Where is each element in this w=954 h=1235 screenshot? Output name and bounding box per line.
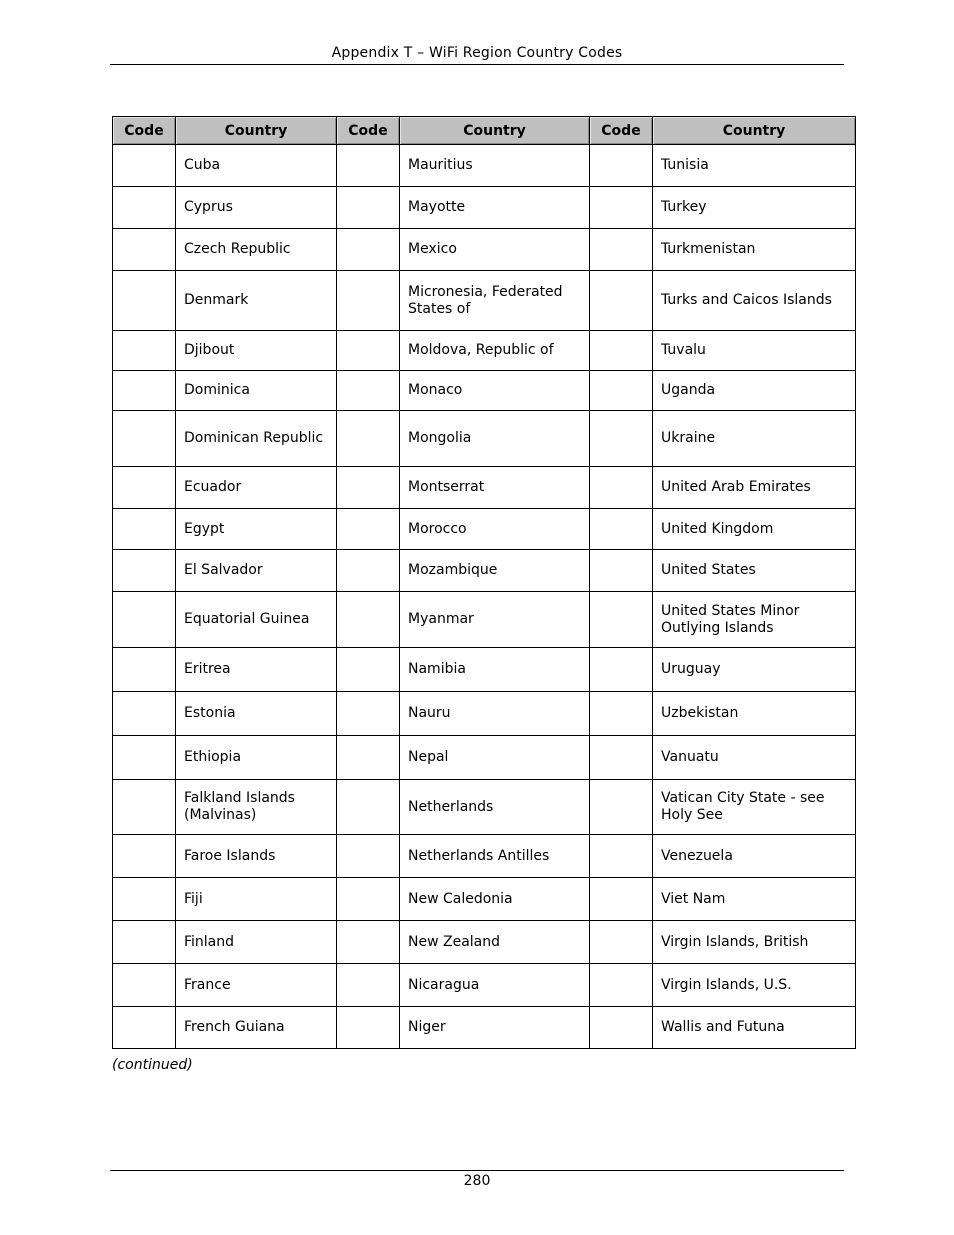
code-cell bbox=[337, 780, 400, 835]
footer-divider bbox=[110, 1170, 844, 1171]
code-cell bbox=[337, 411, 400, 467]
table-row bbox=[113, 878, 856, 921]
code-cell bbox=[113, 411, 176, 467]
code-cell bbox=[590, 187, 653, 229]
country-cell: Niger bbox=[400, 1007, 590, 1049]
code-cell bbox=[590, 736, 653, 780]
code-cell bbox=[113, 835, 176, 878]
country-cell: Vatican City State - see Holy See bbox=[653, 780, 856, 835]
code-cell bbox=[590, 592, 653, 648]
code-cell bbox=[113, 1007, 176, 1049]
country-cell: Vanuatu bbox=[653, 736, 856, 780]
country-cell: Cyprus bbox=[176, 187, 337, 229]
code-cell bbox=[590, 692, 653, 736]
country-cell: Mauritius bbox=[400, 145, 590, 187]
code-cell bbox=[590, 1007, 653, 1049]
country-cell: Ecuador bbox=[176, 467, 337, 509]
country-cell: Nauru bbox=[400, 692, 590, 736]
country-cell: Virgin Islands, U.S. bbox=[653, 964, 856, 1007]
country-cell: Namibia bbox=[400, 648, 590, 692]
country-cell: Turkey bbox=[653, 187, 856, 229]
country-cell: Netherlands bbox=[400, 780, 590, 835]
country-cell: Turks and Caicos Islands bbox=[653, 271, 856, 331]
code-cell bbox=[113, 509, 176, 550]
code-cell bbox=[337, 371, 400, 411]
country-cell: Estonia bbox=[176, 692, 337, 736]
code-cell bbox=[590, 550, 653, 592]
code-cell bbox=[113, 371, 176, 411]
country-cell: Mongolia bbox=[400, 411, 590, 467]
country-cell: Equatorial Guinea bbox=[176, 592, 337, 648]
country-cell: Nepal bbox=[400, 736, 590, 780]
code-cell bbox=[590, 509, 653, 550]
code-cell bbox=[113, 878, 176, 921]
country-cell: Viet Nam bbox=[653, 878, 856, 921]
country-cell: Finland bbox=[176, 921, 337, 964]
code-cell bbox=[337, 271, 400, 331]
column-header-code: Code bbox=[590, 117, 653, 145]
country-cell: El Salvador bbox=[176, 550, 337, 592]
country-cell: Myanmar bbox=[400, 592, 590, 648]
country-cell: Djibout bbox=[176, 331, 337, 371]
code-cell bbox=[590, 878, 653, 921]
country-cell: Nicaragua bbox=[400, 964, 590, 1007]
code-cell bbox=[113, 145, 176, 187]
country-cell: Micronesia, Federated States of bbox=[400, 271, 590, 331]
country-cell: Netherlands Antilles bbox=[400, 835, 590, 878]
code-cell bbox=[337, 648, 400, 692]
table-row bbox=[113, 736, 856, 780]
country-cell: Dominican Republic bbox=[176, 411, 337, 467]
table-row bbox=[113, 780, 856, 835]
country-cell: Falkland Islands (Malvinas) bbox=[176, 780, 337, 835]
code-cell bbox=[337, 467, 400, 509]
code-cell bbox=[113, 229, 176, 271]
code-cell bbox=[113, 736, 176, 780]
page-number: 280 bbox=[463, 1173, 491, 1189]
country-cell: Montserrat bbox=[400, 467, 590, 509]
code-cell bbox=[337, 509, 400, 550]
country-cell: Turkmenistan bbox=[653, 229, 856, 271]
code-cell bbox=[590, 467, 653, 509]
code-cell bbox=[337, 835, 400, 878]
country-cell: Uruguay bbox=[653, 648, 856, 692]
country-cell: Mozambique bbox=[400, 550, 590, 592]
country-cell: France bbox=[176, 964, 337, 1007]
code-cell bbox=[113, 550, 176, 592]
country-cell: Egypt bbox=[176, 509, 337, 550]
table-row bbox=[113, 592, 856, 648]
table-row bbox=[113, 550, 856, 592]
country-cell: Eritrea bbox=[176, 648, 337, 692]
table-header-row bbox=[113, 117, 856, 145]
country-codes-table bbox=[112, 116, 856, 1049]
country-cell: New Zealand bbox=[400, 921, 590, 964]
country-cell: Moldova, Republic of bbox=[400, 331, 590, 371]
table-row bbox=[113, 145, 856, 187]
code-cell bbox=[113, 648, 176, 692]
code-cell bbox=[113, 780, 176, 835]
column-header-code: Code bbox=[113, 117, 176, 145]
table-body bbox=[113, 145, 856, 1049]
code-cell bbox=[113, 467, 176, 509]
country-cell: Fiji bbox=[176, 878, 337, 921]
table-row bbox=[113, 509, 856, 550]
code-cell bbox=[337, 1007, 400, 1049]
table-row bbox=[113, 331, 856, 371]
table-row bbox=[113, 371, 856, 411]
code-cell bbox=[113, 271, 176, 331]
country-cell: United Arab Emirates bbox=[653, 467, 856, 509]
code-cell bbox=[590, 780, 653, 835]
country-cell: Venezuela bbox=[653, 835, 856, 878]
country-cell: Dominica bbox=[176, 371, 337, 411]
country-cell: Faroe Islands bbox=[176, 835, 337, 878]
table-row bbox=[113, 964, 856, 1007]
country-cell: Virgin Islands, British bbox=[653, 921, 856, 964]
country-cell: Tuvalu bbox=[653, 331, 856, 371]
code-cell bbox=[337, 592, 400, 648]
country-cell: Monaco bbox=[400, 371, 590, 411]
table-row bbox=[113, 648, 856, 692]
country-cell: Morocco bbox=[400, 509, 590, 550]
table-row bbox=[113, 835, 856, 878]
table-row bbox=[113, 467, 856, 509]
code-cell bbox=[590, 835, 653, 878]
code-cell bbox=[590, 229, 653, 271]
code-cell bbox=[113, 331, 176, 371]
country-cell: United States Minor Outlying Islands bbox=[653, 592, 856, 648]
country-cell: Denmark bbox=[176, 271, 337, 331]
header-divider bbox=[110, 64, 844, 65]
column-header-code: Code bbox=[337, 117, 400, 145]
code-cell bbox=[113, 187, 176, 229]
page-header-title: Appendix T – WiFi Region Country Codes bbox=[331, 45, 623, 61]
country-cell: Cuba bbox=[176, 145, 337, 187]
country-cell: New Caledonia bbox=[400, 878, 590, 921]
code-cell bbox=[590, 331, 653, 371]
table-row bbox=[113, 229, 856, 271]
country-cell: Ukraine bbox=[653, 411, 856, 467]
code-cell bbox=[337, 331, 400, 371]
country-cell: Czech Republic bbox=[176, 229, 337, 271]
table-row bbox=[113, 411, 856, 467]
code-cell bbox=[113, 964, 176, 1007]
code-cell bbox=[590, 371, 653, 411]
code-cell bbox=[337, 187, 400, 229]
code-cell bbox=[590, 921, 653, 964]
code-cell bbox=[337, 878, 400, 921]
code-cell bbox=[337, 229, 400, 271]
code-cell bbox=[337, 145, 400, 187]
code-cell bbox=[113, 692, 176, 736]
code-cell bbox=[590, 411, 653, 467]
column-header-country: Country bbox=[653, 117, 856, 145]
code-cell bbox=[113, 921, 176, 964]
code-cell bbox=[590, 964, 653, 1007]
code-cell bbox=[590, 271, 653, 331]
code-cell bbox=[337, 692, 400, 736]
column-header-country: Country bbox=[400, 117, 590, 145]
country-cell: United Kingdom bbox=[653, 509, 856, 550]
country-cell: Ethiopia bbox=[176, 736, 337, 780]
country-cell: Wallis and Futuna bbox=[653, 1007, 856, 1049]
continued-note: (continued) bbox=[112, 1057, 193, 1073]
code-cell bbox=[337, 964, 400, 1007]
country-cell: French Guiana bbox=[176, 1007, 337, 1049]
table-row bbox=[113, 921, 856, 964]
code-cell bbox=[590, 648, 653, 692]
country-cell: Mayotte bbox=[400, 187, 590, 229]
code-cell bbox=[337, 736, 400, 780]
table-row bbox=[113, 692, 856, 736]
table-row bbox=[113, 187, 856, 229]
code-cell bbox=[337, 921, 400, 964]
code-cell bbox=[590, 145, 653, 187]
code-cell bbox=[113, 592, 176, 648]
table-row bbox=[113, 1007, 856, 1049]
code-cell bbox=[337, 550, 400, 592]
country-cell: Uganda bbox=[653, 371, 856, 411]
country-cell: Mexico bbox=[400, 229, 590, 271]
table-row bbox=[113, 271, 856, 331]
column-header-country: Country bbox=[176, 117, 337, 145]
country-cell: Uzbekistan bbox=[653, 692, 856, 736]
country-cell: Tunisia bbox=[653, 145, 856, 187]
country-cell: United States bbox=[653, 550, 856, 592]
